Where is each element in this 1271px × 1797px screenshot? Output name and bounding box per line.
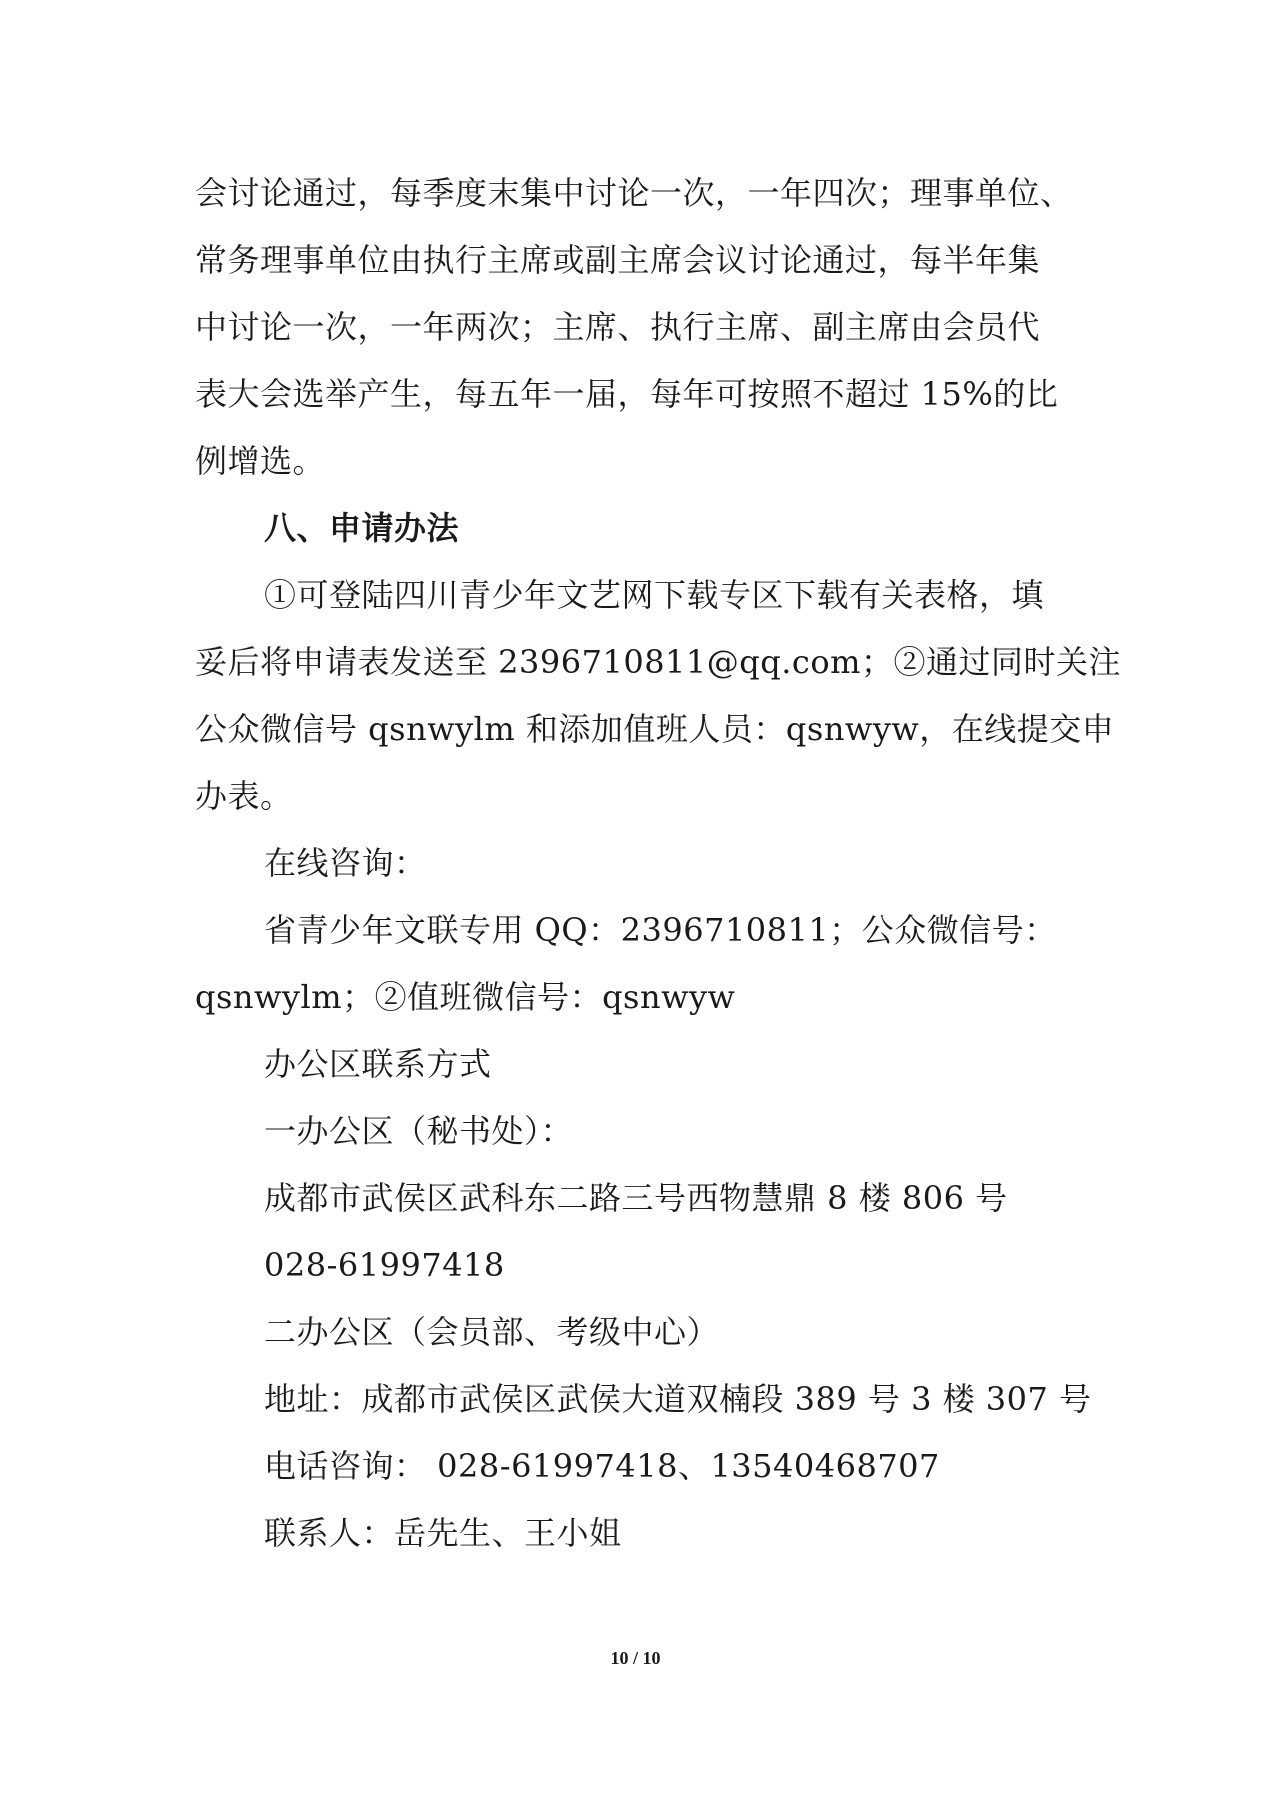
consult-title: 在线咨询： — [264, 844, 427, 882]
page-number: 10 / 10 — [610, 1648, 661, 1668]
paragraph-line: 会讨论通过，每季度末集中讨论一次，一年四次；理事单位、 — [195, 174, 1073, 212]
paragraph-line: 中讨论一次，一年两次；主席、执行主席、副主席由会员代 — [195, 308, 1041, 346]
office2-address: 地址：成都市武侯区武侯大道双楠段 389 号 3 楼 307 号 — [264, 1380, 1092, 1418]
consult-line: qsnwylm；②值班微信号：qsnwyw — [195, 978, 736, 1016]
paragraph-line: 办表。 — [195, 777, 293, 815]
paragraph-line: 妥后将申请表发送至 2396710811@qq.com；②通过同时关注 — [195, 643, 1121, 681]
office2-phone: 电话咨询： 028-61997418、13540468707 — [264, 1447, 940, 1485]
paragraph-line: ①可登陆四川青少年文艺网下载专区下载有关表格，填 — [264, 576, 1045, 614]
paragraph-line: 公众微信号 qsnwylm 和添加值班人员：qsnwyw，在线提交申 — [195, 710, 1115, 748]
paragraph-line: 表大会选举产生，每五年一届，每年可按照不超过 15%的比 — [195, 375, 1059, 413]
paragraph-line: 例增选。 — [195, 442, 326, 480]
document-body — [195, 160, 1121, 1567]
consult-line: 省青少年文联专用 QQ：2396710811；公众微信号： — [264, 911, 1057, 949]
paragraph-line: 常务理事单位由执行主席或副主席会议讨论通过，每半年集 — [195, 241, 1041, 279]
office1-address: 成都市武侯区武科东二路三号西物慧鼎 8 楼 806 号 — [264, 1179, 1008, 1217]
office1-phone: 028-61997418 — [264, 1246, 505, 1284]
contact-person: 联系人：岳先生、王小姐 — [264, 1514, 622, 1552]
office1-title: 一办公区（秘书处）： — [264, 1112, 574, 1150]
section-heading: 八、申请办法 — [264, 509, 460, 547]
office2-title: 二办公区（会员部、考级中心） — [264, 1313, 720, 1351]
office-contact-title: 办公区联系方式 — [264, 1045, 492, 1083]
